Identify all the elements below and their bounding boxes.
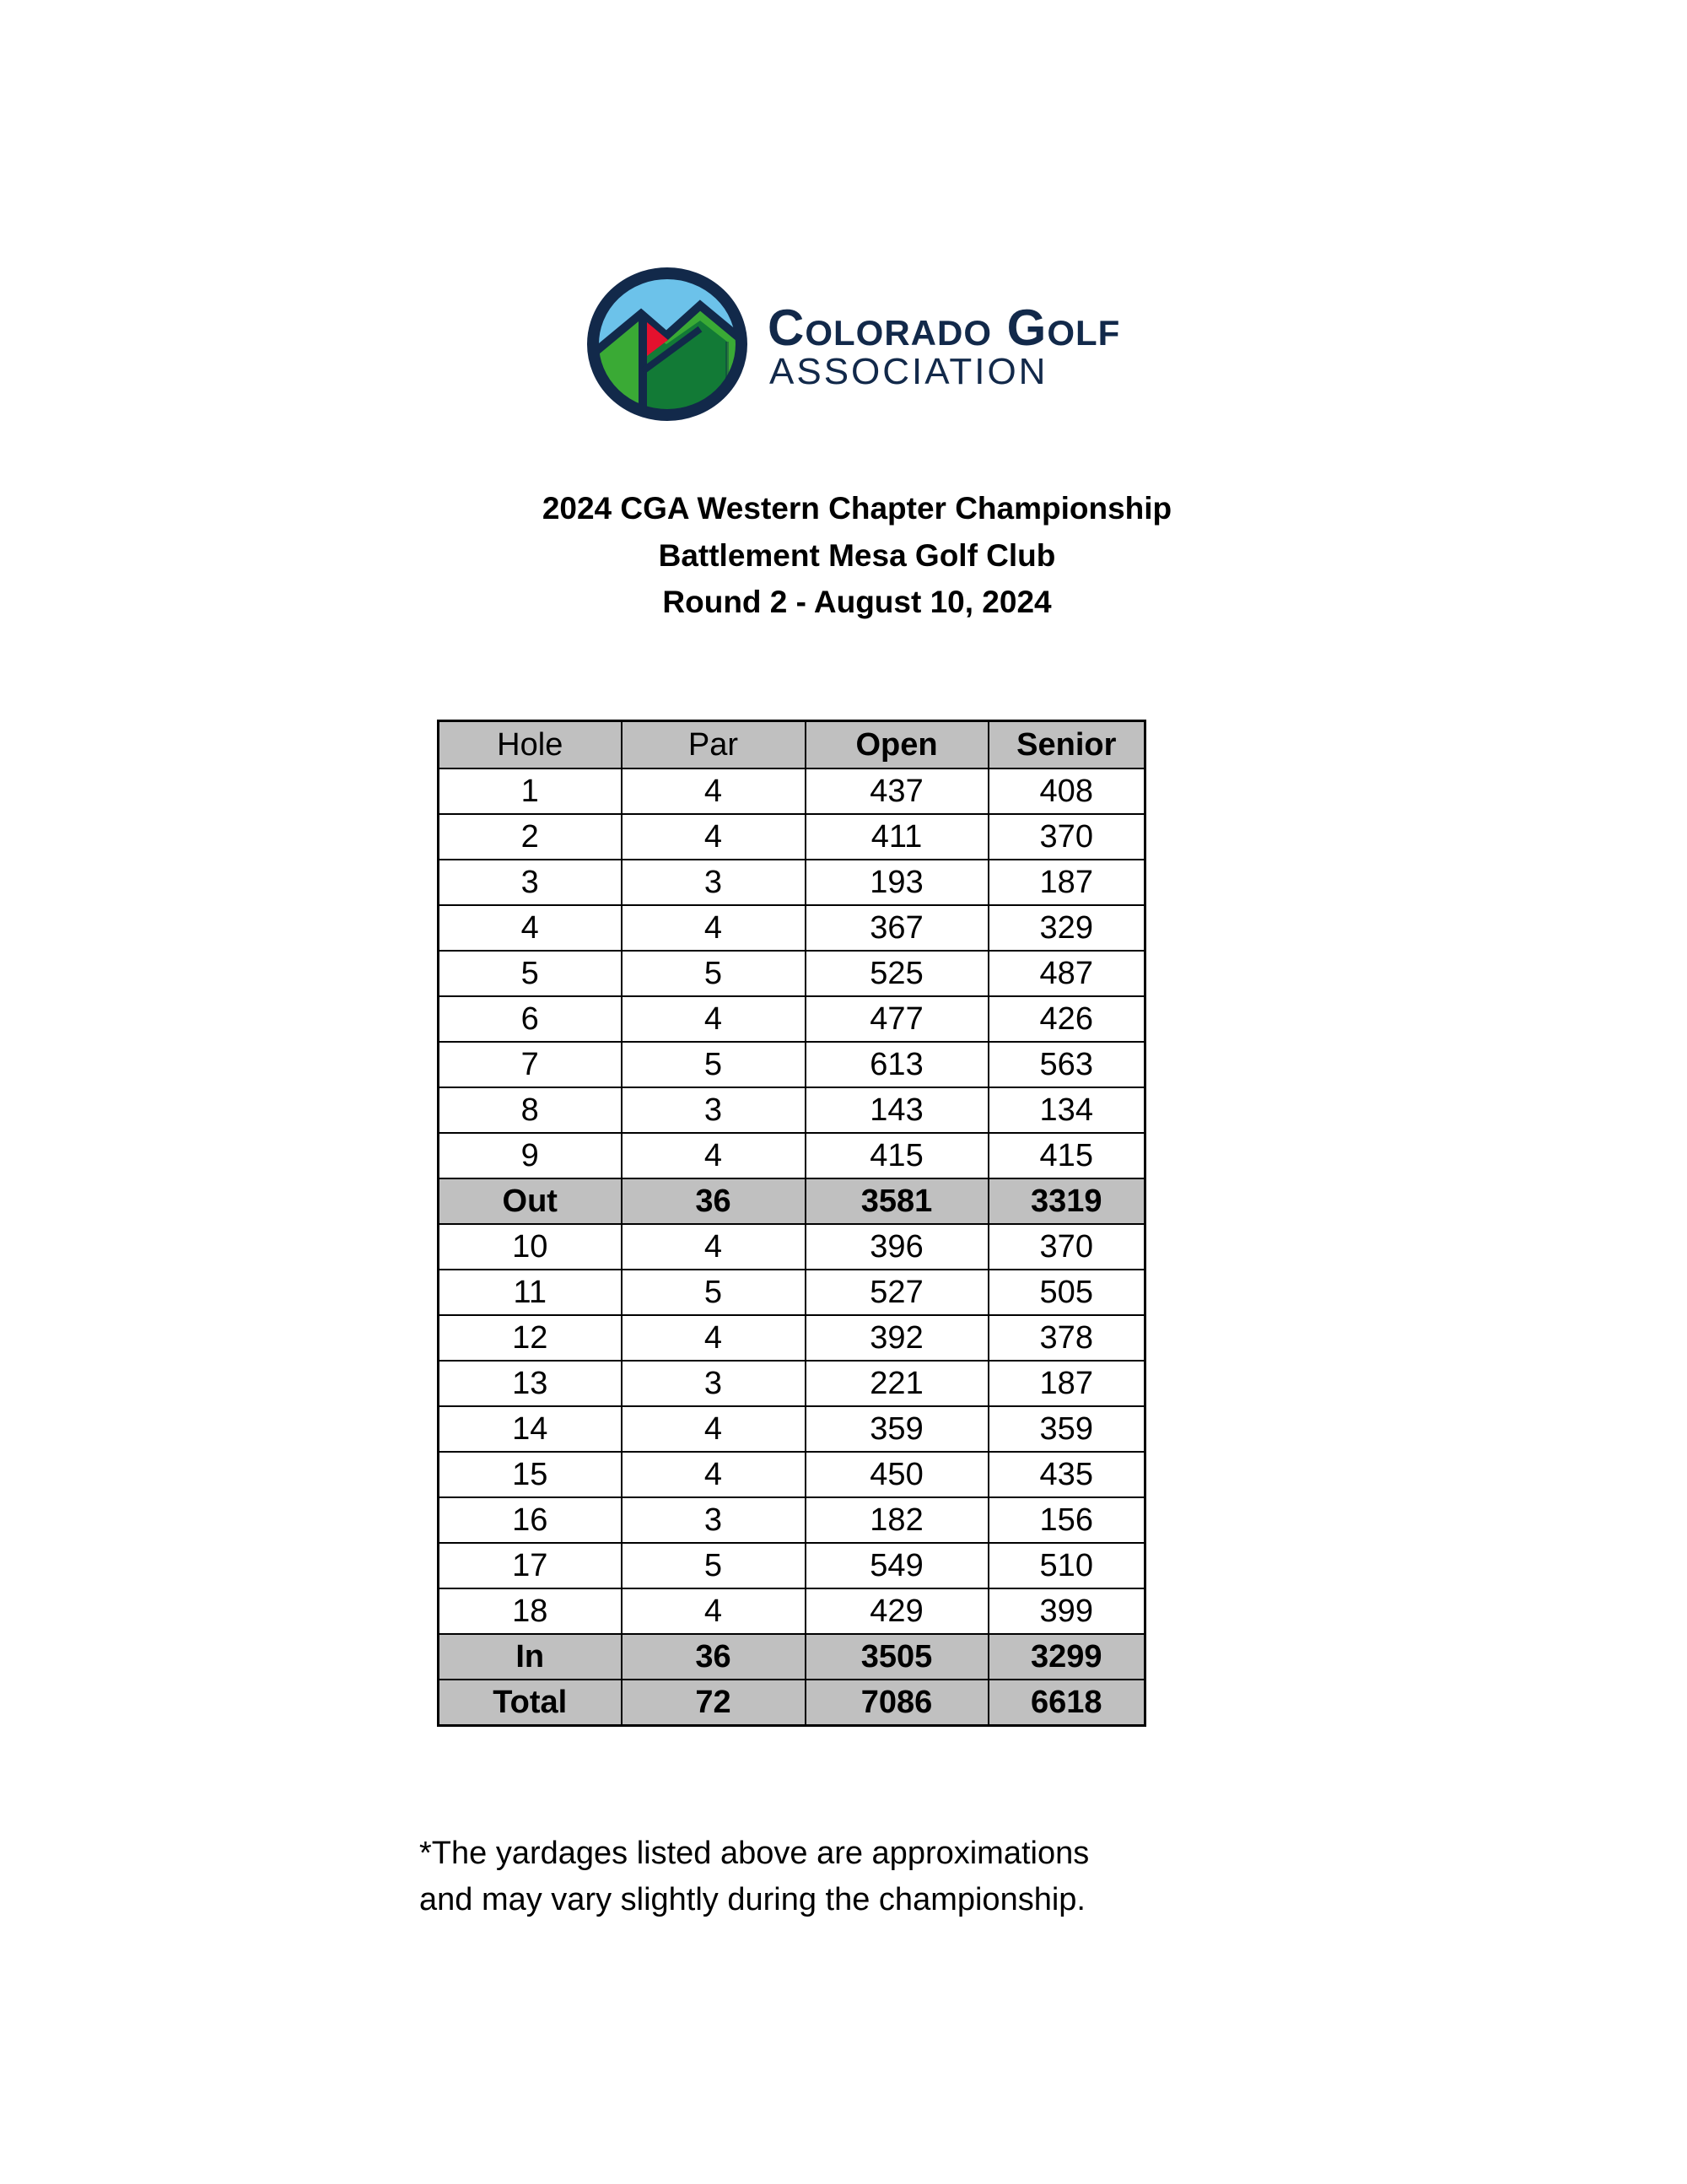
table-row-total-total — [439, 1680, 1145, 1726]
cell-open: 367 — [806, 905, 989, 951]
table-row — [439, 814, 1145, 860]
document-heading — [0, 485, 1687, 626]
footnote-line-1: *The yardages listed above are approximations — [419, 1836, 1090, 1871]
table-body — [439, 768, 1145, 1726]
table-row — [439, 1315, 1145, 1361]
cell-open: 450 — [806, 1452, 989, 1497]
table-row — [439, 951, 1145, 996]
cell-senior: 6618 — [989, 1680, 1145, 1726]
logo-subtitle: ASSOCIATION — [769, 351, 1048, 392]
table-row-in-total — [439, 1634, 1145, 1680]
cell-par: 4 — [622, 814, 806, 860]
cell-open: 221 — [806, 1361, 989, 1406]
cell-senior: 134 — [989, 1087, 1145, 1133]
cell-hole: Total — [439, 1680, 622, 1726]
cell-open: 392 — [806, 1315, 989, 1361]
cell-senior: 359 — [989, 1406, 1145, 1452]
cell-hole: 9 — [439, 1133, 622, 1178]
venue-name: Battlement Mesa Golf Club — [658, 537, 1056, 573]
cell-open: 182 — [806, 1497, 989, 1543]
table-row — [439, 1361, 1145, 1406]
cell-open: 477 — [806, 996, 989, 1042]
cell-open: 527 — [806, 1270, 989, 1315]
cell-senior: 187 — [989, 860, 1145, 905]
cell-hole: In — [439, 1634, 622, 1680]
yardage-table — [437, 720, 1146, 1727]
cell-hole: 13 — [439, 1361, 622, 1406]
cell-hole: 1 — [439, 768, 622, 814]
cell-hole: 6 — [439, 996, 622, 1042]
cell-par: 5 — [622, 1543, 806, 1588]
cell-senior: 563 — [989, 1042, 1145, 1087]
cell-open: 193 — [806, 860, 989, 905]
cell-par: 3 — [622, 1361, 806, 1406]
cell-par: 4 — [622, 1133, 806, 1178]
header-hole: Hole — [439, 721, 622, 769]
cell-open: 525 — [806, 951, 989, 996]
cell-senior: 415 — [989, 1133, 1145, 1178]
cell-open: 143 — [806, 1087, 989, 1133]
cell-par: 4 — [622, 996, 806, 1042]
cell-open: 7086 — [806, 1680, 989, 1726]
table-row — [439, 1087, 1145, 1133]
cell-hole: 5 — [439, 951, 622, 996]
cell-senior: 156 — [989, 1497, 1145, 1543]
table-row — [439, 768, 1145, 814]
cell-senior: 187 — [989, 1361, 1145, 1406]
cell-hole: 7 — [439, 1042, 622, 1087]
header-senior: Senior — [989, 721, 1145, 769]
cell-open: 429 — [806, 1588, 989, 1634]
table-row — [439, 996, 1145, 1042]
cell-par: 4 — [622, 1588, 806, 1634]
cell-senior: 370 — [989, 814, 1145, 860]
cell-open: 3581 — [806, 1178, 989, 1224]
cell-hole: Out — [439, 1178, 622, 1224]
cell-par: 36 — [622, 1178, 806, 1224]
cell-senior: 399 — [989, 1588, 1145, 1634]
table-row — [439, 905, 1145, 951]
cell-par: 5 — [622, 951, 806, 996]
cell-open: 411 — [806, 814, 989, 860]
cell-senior: 435 — [989, 1452, 1145, 1497]
cell-hole: 12 — [439, 1315, 622, 1361]
cell-senior: 378 — [989, 1315, 1145, 1361]
cell-open: 613 — [806, 1042, 989, 1087]
cell-open: 3505 — [806, 1634, 989, 1680]
table-row — [439, 1270, 1145, 1315]
cell-hole: 2 — [439, 814, 622, 860]
cell-hole: 18 — [439, 1588, 622, 1634]
cell-senior: 3319 — [989, 1178, 1145, 1224]
cell-senior: 426 — [989, 996, 1145, 1042]
cell-senior: 487 — [989, 951, 1145, 996]
cell-hole: 4 — [439, 905, 622, 951]
table-row — [439, 1133, 1145, 1178]
cell-hole: 8 — [439, 1087, 622, 1133]
table-row-out-total — [439, 1178, 1145, 1224]
table-row — [439, 1042, 1145, 1087]
cell-par: 5 — [622, 1270, 806, 1315]
event-title: 2024 CGA Western Chapter Championship — [542, 491, 1172, 526]
cell-par: 3 — [622, 860, 806, 905]
logo-wordmark: Colorado Golf — [768, 299, 1121, 356]
cell-par: 4 — [622, 1315, 806, 1361]
cell-par: 4 — [622, 768, 806, 814]
table-row — [439, 1497, 1145, 1543]
table-header-row — [439, 721, 1145, 769]
table-row — [439, 1588, 1145, 1634]
cell-par: 4 — [622, 1406, 806, 1452]
cell-senior: 408 — [989, 768, 1145, 814]
cell-hole: 11 — [439, 1270, 622, 1315]
cell-par: 4 — [622, 1452, 806, 1497]
cell-par: 5 — [622, 1042, 806, 1087]
cell-senior: 3299 — [989, 1634, 1145, 1680]
header-par: Par — [622, 721, 806, 769]
cell-par: 4 — [622, 1224, 806, 1270]
cell-open: 415 — [806, 1133, 989, 1178]
cell-par: 3 — [622, 1087, 806, 1133]
cell-par: 3 — [622, 1497, 806, 1543]
cell-open: 396 — [806, 1224, 989, 1270]
header-open: Open — [806, 721, 989, 769]
cell-par: 36 — [622, 1634, 806, 1680]
table-row — [439, 1543, 1145, 1588]
table-row — [439, 860, 1145, 905]
cell-hole: 17 — [439, 1543, 622, 1588]
cell-open: 549 — [806, 1543, 989, 1588]
cell-open: 359 — [806, 1406, 989, 1452]
cell-hole: 10 — [439, 1224, 622, 1270]
cell-hole: 16 — [439, 1497, 622, 1543]
cell-senior: 505 — [989, 1270, 1145, 1315]
cga-logo — [582, 262, 1223, 430]
table-row — [439, 1224, 1145, 1270]
cell-senior: 329 — [989, 905, 1145, 951]
cell-par: 72 — [622, 1680, 806, 1726]
cell-senior: 510 — [989, 1543, 1145, 1588]
cell-open: 437 — [806, 768, 989, 814]
footnote-line-2: and may vary slightly during the championship. — [419, 1882, 1086, 1917]
table-row — [439, 1452, 1145, 1497]
cell-hole: 14 — [439, 1406, 622, 1452]
yardage-disclaimer — [419, 1831, 1089, 1923]
table-row — [439, 1406, 1145, 1452]
cell-hole: 3 — [439, 860, 622, 905]
cell-par: 4 — [622, 905, 806, 951]
mountain-flag-emblem-icon — [582, 262, 759, 430]
round-date: Round 2 - August 10, 2024 — [662, 585, 1052, 619]
cell-hole: 15 — [439, 1452, 622, 1497]
cell-senior: 370 — [989, 1224, 1145, 1270]
